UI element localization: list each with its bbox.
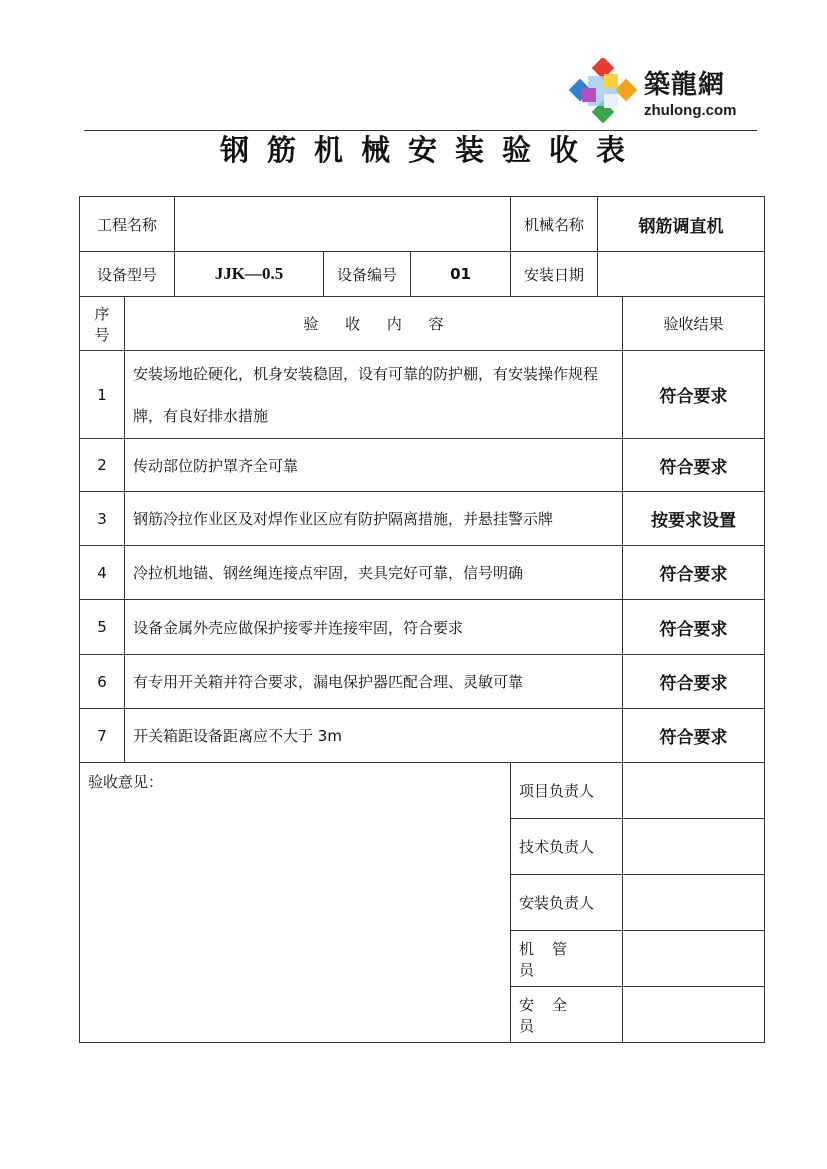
acceptance-form-table — [79, 196, 765, 1043]
signer-value[interactable] — [623, 987, 765, 1043]
item-result[interactable]: 符合要求 — [623, 655, 765, 709]
check-item-row — [80, 600, 765, 655]
signer-label: 安装负责人 — [511, 875, 623, 931]
machine-name-label: 机械名称 — [511, 197, 598, 252]
check-item-row — [80, 351, 765, 439]
item-result[interactable]: 符合要求 — [623, 709, 765, 763]
result-column-header: 验收结果 — [623, 297, 765, 351]
check-item-row — [80, 709, 765, 763]
model-label: 设备型号 — [80, 252, 175, 297]
machine-name-value[interactable]: 钢筋调直机 — [598, 197, 765, 252]
seq-column-header: 序号 — [80, 297, 125, 351]
signer-label: 机管员 — [511, 931, 623, 987]
item-result[interactable]: 按要求设置 — [623, 492, 765, 546]
acceptance-opinion-cell[interactable] — [80, 763, 511, 1043]
logo-chinese-text: 築龍網 — [644, 70, 726, 100]
item-number: 2 — [80, 439, 125, 492]
check-item-row — [80, 492, 765, 546]
item-content: 钢筋冷拉作业区及对焊作业区应有防护隔离措施，并悬挂警示牌 — [125, 492, 623, 546]
install-date-value[interactable] — [598, 252, 765, 297]
item-content: 安装场地砼硬化，机身安装稳固，设有可靠的防护棚，有安装操作规程牌，有良好排水措施 — [125, 351, 623, 439]
signer-value[interactable] — [623, 763, 765, 819]
item-number: 4 — [80, 546, 125, 600]
device-no-value[interactable]: 01 — [411, 252, 511, 297]
logo-url-text: zhulong.com — [644, 102, 737, 119]
item-number: 1 — [80, 351, 125, 439]
item-content: 设备金属外壳应做保护接零并连接牢固，符合要求 — [125, 600, 623, 655]
item-number: 3 — [80, 492, 125, 546]
signer-label: 安全员 — [511, 987, 623, 1043]
item-result[interactable]: 符合要求 — [623, 546, 765, 600]
column-header-row — [80, 297, 765, 351]
item-result[interactable]: 符合要求 — [623, 351, 765, 439]
zhulong-logo — [568, 58, 758, 128]
item-content: 开关箱距设备距离应不大于 3m — [125, 709, 623, 763]
item-result[interactable]: 符合要求 — [623, 439, 765, 492]
project-name-label: 工程名称 — [80, 197, 175, 252]
document-title: 钢筋机械安装验收表 — [219, 133, 643, 167]
project-info-row — [80, 197, 765, 252]
device-info-row — [80, 252, 765, 297]
item-content: 有专用开关箱并符合要求，漏电保护器匹配合理、灵敏可靠 — [125, 655, 623, 709]
signer-label: 技术负责人 — [511, 819, 623, 875]
signer-label: 项目负责人 — [511, 763, 623, 819]
item-number: 7 — [80, 709, 125, 763]
zhulong-logo-mark-icon — [568, 58, 638, 128]
check-item-row — [80, 655, 765, 709]
check-item-row — [80, 546, 765, 600]
signer-value[interactable] — [623, 819, 765, 875]
item-number: 5 — [80, 600, 125, 655]
signer-row — [80, 763, 765, 819]
opinion-label: 验收意见： — [88, 773, 164, 791]
item-content: 冷拉机地锚、钢丝绳连接点牢固，夹具完好可靠，信号明确 — [125, 546, 623, 600]
item-content: 传动部位防护罩齐全可靠 — [125, 439, 623, 492]
signer-value[interactable] — [623, 875, 765, 931]
project-name-value[interactable] — [175, 197, 511, 252]
signer-value[interactable] — [623, 931, 765, 987]
model-value[interactable]: JJK—0.5 — [175, 252, 324, 297]
item-result[interactable]: 符合要求 — [623, 600, 765, 655]
device-no-label: 设备编号 — [324, 252, 411, 297]
content-column-header: 验 收 内 容 — [125, 297, 623, 351]
install-date-label: 安装日期 — [511, 252, 598, 297]
check-item-row — [80, 439, 765, 492]
item-number: 6 — [80, 655, 125, 709]
